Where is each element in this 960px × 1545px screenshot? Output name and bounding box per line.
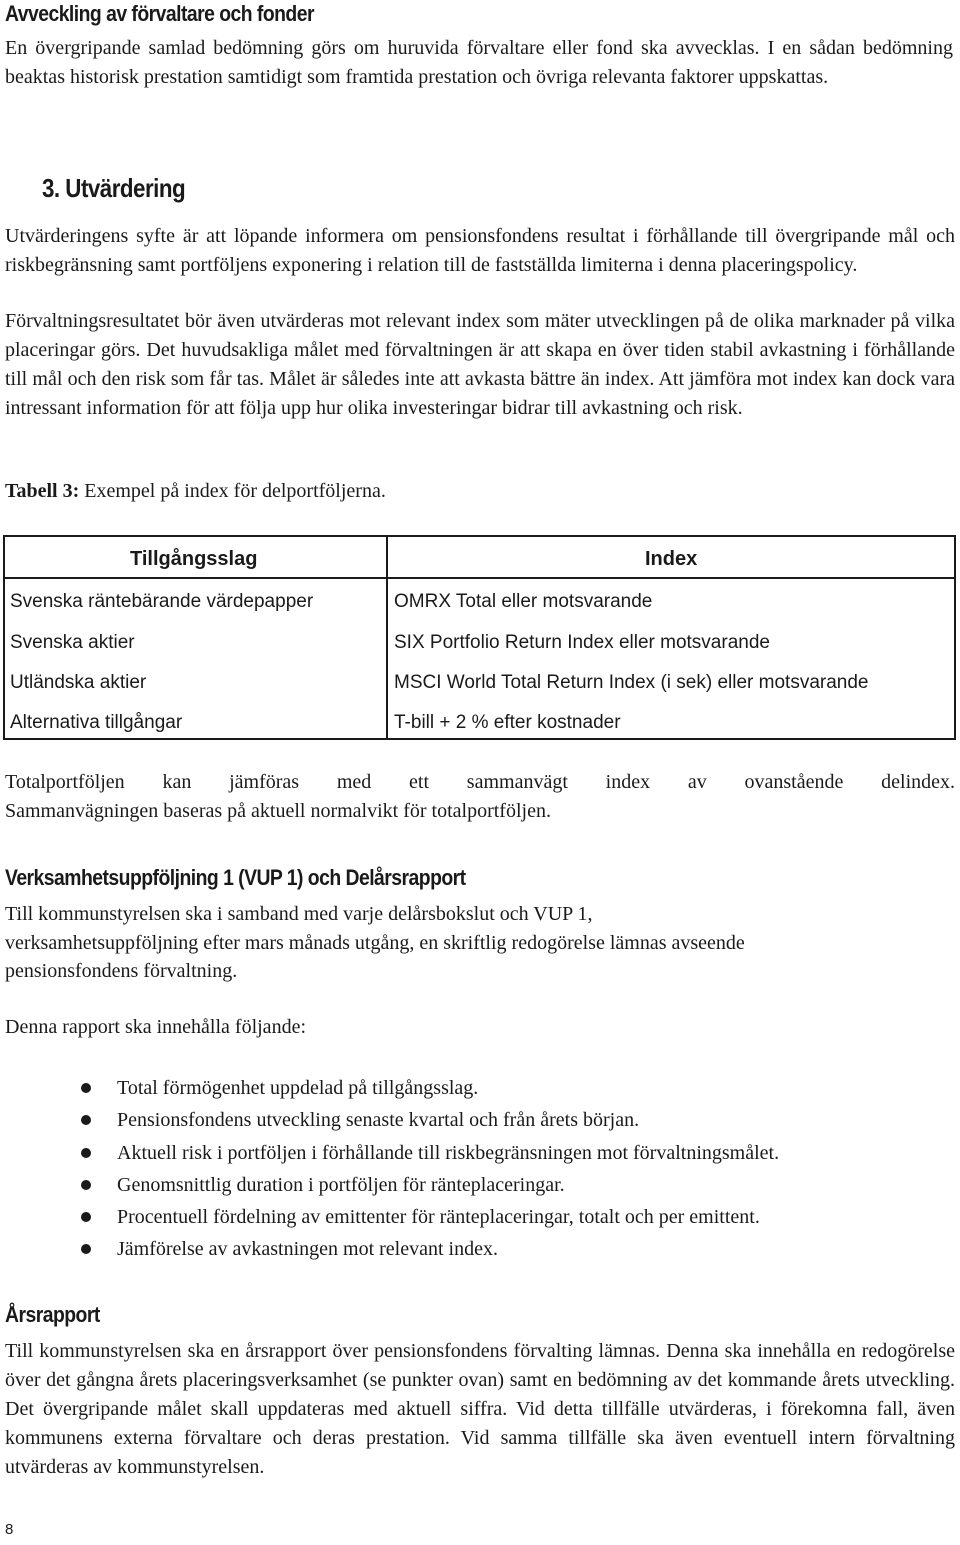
- bullet-icon: [81, 1115, 91, 1125]
- list-item-text: Total förmögenhet uppdelad på tillgångsslag.: [117, 1077, 479, 1099]
- list-item: [0, 1137, 960, 1169]
- list-item-text: Procentuell fördelning av emittenter för ränteplaceringar, totalt och per emittent.: [117, 1206, 760, 1229]
- table-cell-asset: Svenska räntebärande värdepapper: [10, 591, 314, 612]
- page-number: 8: [5, 1521, 14, 1538]
- list-item: [0, 1233, 960, 1265]
- heading-vup: Verksamhetsuppföljning 1 (VUP 1) och Delårsrapport: [5, 865, 466, 890]
- paragraph-avveckling: En övergripande samlad bedömning görs om huruvida förvaltare eller fond ska avvecklas. I en sådan bedömning beaktas historisk prestation samtidigt som framtida prestation och övriga relevanta faktorer uppskattas.: [5, 37, 953, 88]
- table-caption-label: Tabell 3:: [5, 480, 80, 502]
- paragraph-utvardering-2: Förvaltningsresultatet bör även utvärderas mot relevant index som mäter utvecklingen på de olika marknader på vilka placeringar görs. Det huvudsakliga målet med förvaltningen är att skapa en över tiden stabil avkastning i förhållande till mål och den risk som får tas. Målet är således inte att avkasta bättre än index. Att jämföra mot index kan dock vara intressant information för att följa upp hur olika investeringar bidrar till avkastning och risk.: [5, 310, 955, 419]
- paragraph-utvardering-1: Utvärderingens syfte är att löpande informera om pensionsfondens resultat i förhållande till övergripande mål och riskbegränsning samt portföljens exponering i relation till de fastställda limiterna i denna placeringspolicy.: [5, 225, 955, 276]
- table-header-asset-class: Tillgångsslag: [130, 548, 258, 570]
- list-item: [0, 1201, 960, 1233]
- paragraph-vup-line-3: pensionsfondens förvaltning.: [5, 960, 238, 982]
- report-contents-list: [0, 1072, 960, 1266]
- index-table: [3, 535, 956, 740]
- heading-avveckling: Avveckling av förvaltare och fonder: [5, 1, 314, 26]
- bullet-icon: [81, 1148, 91, 1158]
- bullet-icon: [81, 1244, 91, 1254]
- list-item: [0, 1104, 960, 1136]
- list-item-text: Aktuell risk i portföljen i förhållande till riskbegränsningen mot förvaltningsmålet.: [117, 1141, 780, 1164]
- table-cell-asset: Svenska aktier: [10, 632, 135, 653]
- paragraph-vup-line-1: Till kommunstyrelsen ska i samband med varje delårsbokslut och VUP 1,: [5, 903, 593, 925]
- table-cell-asset: Alternativa tillgångar: [10, 712, 183, 733]
- heading-arsrapport: Årsrapport: [5, 1302, 100, 1327]
- table-caption-text: Exempel på index för delportföljerna.: [79, 480, 386, 502]
- table-header-index: Index: [645, 548, 698, 570]
- bullet-icon: [81, 1212, 91, 1222]
- table-caption: [5, 477, 955, 506]
- list-item: [0, 1072, 960, 1104]
- table-cell-asset: Utländska aktier: [10, 672, 147, 693]
- paragraph-totalportfolj-1: Totalportföljen kan jämföras med ett sammanvägt index av ovanstående delindex.: [5, 771, 955, 793]
- section-title-utvardering: 3. Utvärdering: [42, 173, 186, 203]
- bullet-icon: [81, 1083, 91, 1093]
- bullet-icon: [81, 1180, 91, 1190]
- table-header-divider: [5, 577, 954, 579]
- list-item-text: Pensionsfondens utveckling senaste kvartal och från årets början.: [117, 1109, 640, 1132]
- table-cell-index: T-bill + 2 % efter kostnader: [394, 712, 621, 733]
- table-cell-index: MSCI World Total Return Index (i sek) eller motsvarande: [394, 672, 869, 693]
- table-cell-index: OMRX Total eller motsvarande: [394, 591, 653, 612]
- paragraph-totalportfolj-2: Sammanvägningen baseras på aktuell normalvikt för totalportföljen.: [5, 800, 551, 822]
- list-item: [0, 1169, 960, 1201]
- paragraph-vup-line-2: verksamhetsuppföljning efter mars månads utgång, en skriftlig redogörelse lämnas avseende: [5, 932, 745, 954]
- list-item-text: Jämförelse av avkastningen mot relevant index.: [117, 1238, 498, 1261]
- list-item-text: Genomsnittlig duration i portföljen för ränteplaceringar.: [117, 1173, 565, 1196]
- paragraph-rapport-intro: Denna rapport ska innehålla följande:: [5, 1016, 306, 1038]
- table-cell-index: SIX Portfolio Return Index eller motsvarande: [394, 632, 770, 653]
- paragraph-arsrapport: Till kommunstyrelsen ska en årsrapport över pensionsfondens förvalting lämnas. Denna ska innehålla en redogörelse över det gångna årets placeringsverksamhet (se punkter ovan) samt en bedömning av det kommande årets utveckling. Det övergripande målet skall uppdateras med aktuell siffra. Vid detta tillfälle utvärderas, i förekomna fall, även kommunens externa förvaltare och deras prestation. Vid samma tillfälle ska även eventuell intern förvaltning utvärderas av kommunstyrelsen.: [5, 1340, 955, 1478]
- table-column-divider: [386, 537, 388, 738]
